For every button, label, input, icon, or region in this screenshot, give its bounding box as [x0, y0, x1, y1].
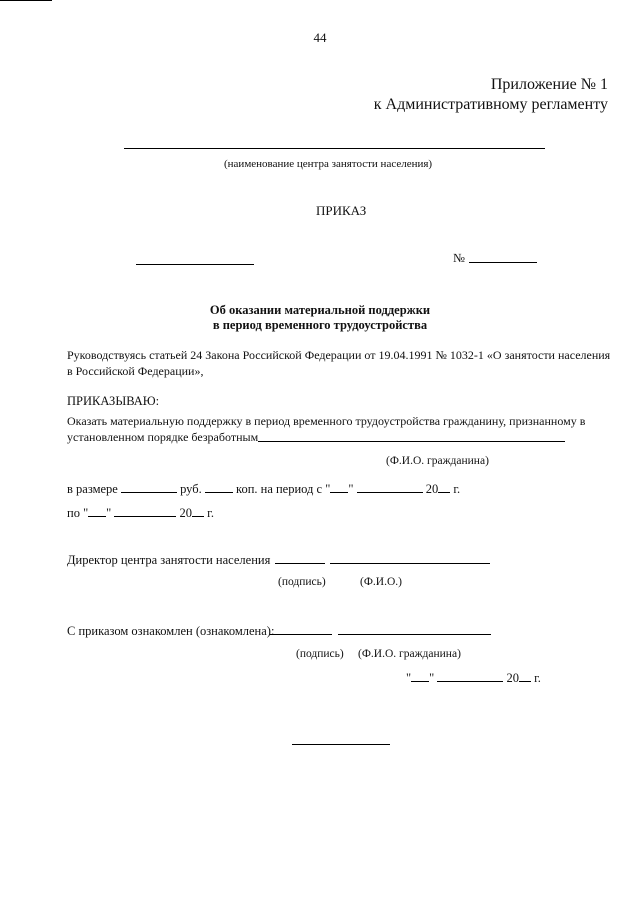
amount-row: [67, 481, 460, 497]
end-year: 20: [179, 506, 193, 520]
order-word: ПРИКАЗЫВАЮ:: [67, 394, 160, 408]
subject-line-1: Об оказании материальной поддержки: [209, 303, 431, 317]
bottom-date-row: [406, 670, 541, 686]
order-title: ПРИКАЗ: [316, 203, 367, 218]
acquainted-fio-caption: (Ф.И.О. гражданина): [358, 648, 461, 660]
end-day-field[interactable]: [88, 505, 106, 517]
director-sign-line: [275, 563, 325, 564]
bottom-year: 20: [506, 671, 519, 685]
citizen-name-line: [258, 441, 565, 442]
center-name-caption: (наименование центра занятости населения): [224, 158, 433, 170]
grant-line-1: Оказать материальную поддержку в период временного трудоустройства гражданину, признанному в: [67, 414, 586, 428]
bottom-day-field[interactable]: [411, 670, 429, 682]
start-quote: ": [348, 482, 354, 496]
end-year-field[interactable]: [192, 505, 204, 517]
director-fio-caption: (Ф.И.О.): [360, 576, 402, 588]
page-number: 44: [313, 30, 327, 45]
center-name-line: [124, 148, 545, 149]
acquainted-label: С приказом ознакомлен (ознакомлена):: [67, 624, 275, 638]
until-quote: ": [106, 506, 112, 520]
start-g: г.: [453, 482, 461, 496]
bottom-quote-open: ": [406, 671, 412, 685]
bottom-year-field[interactable]: [519, 670, 531, 682]
director-fio-line: [330, 563, 490, 564]
bottom-g: г.: [534, 671, 541, 685]
corner-rule: [0, 0, 52, 1]
start-year-field[interactable]: [438, 481, 450, 493]
amount-prefix: в размере: [67, 482, 118, 496]
director-sign-caption: (подпись): [278, 576, 326, 588]
basis-line-2: в Российской Федерации»,: [67, 364, 204, 378]
rub-field[interactable]: [121, 481, 177, 493]
bottom-month-field[interactable]: [437, 670, 503, 682]
citizen-caption: (Ф.И.О. гражданина): [386, 455, 489, 467]
appendix-reference: к Административному регламенту: [373, 96, 608, 113]
acquainted-fio-line: [338, 634, 491, 635]
director-label: Директор центра занятости населения: [67, 553, 271, 567]
acquainted-sign-caption: (подпись): [296, 648, 344, 660]
kop-label: коп. на период с ": [236, 482, 331, 496]
number-sign: №: [453, 251, 465, 265]
appendix-title: Приложение № 1: [490, 76, 608, 93]
kop-field[interactable]: [205, 481, 233, 493]
date-line: [136, 264, 254, 265]
start-day-field[interactable]: [330, 481, 348, 493]
end-month-field[interactable]: [114, 505, 176, 517]
start-year: 20: [425, 482, 439, 496]
closing-rule: [292, 744, 390, 745]
start-month-field[interactable]: [357, 481, 423, 493]
end-g: г.: [207, 506, 214, 520]
order-number-line: [469, 262, 537, 263]
rub-label: руб.: [180, 482, 202, 496]
bottom-quote-close: ": [429, 671, 435, 685]
basis-line-1: Руководствуясь статьей 24 Закона Российской Федерации от 19.04.1991 № 1032-1 «О занятости населения: [67, 348, 611, 362]
subject-line-2: в период временного трудоустройства: [212, 318, 428, 332]
grant-line-2: установленном порядке безработным: [67, 430, 259, 444]
until-row: [67, 505, 214, 521]
acquainted-sign-line: [270, 634, 332, 635]
until-prefix: по ": [67, 506, 89, 520]
